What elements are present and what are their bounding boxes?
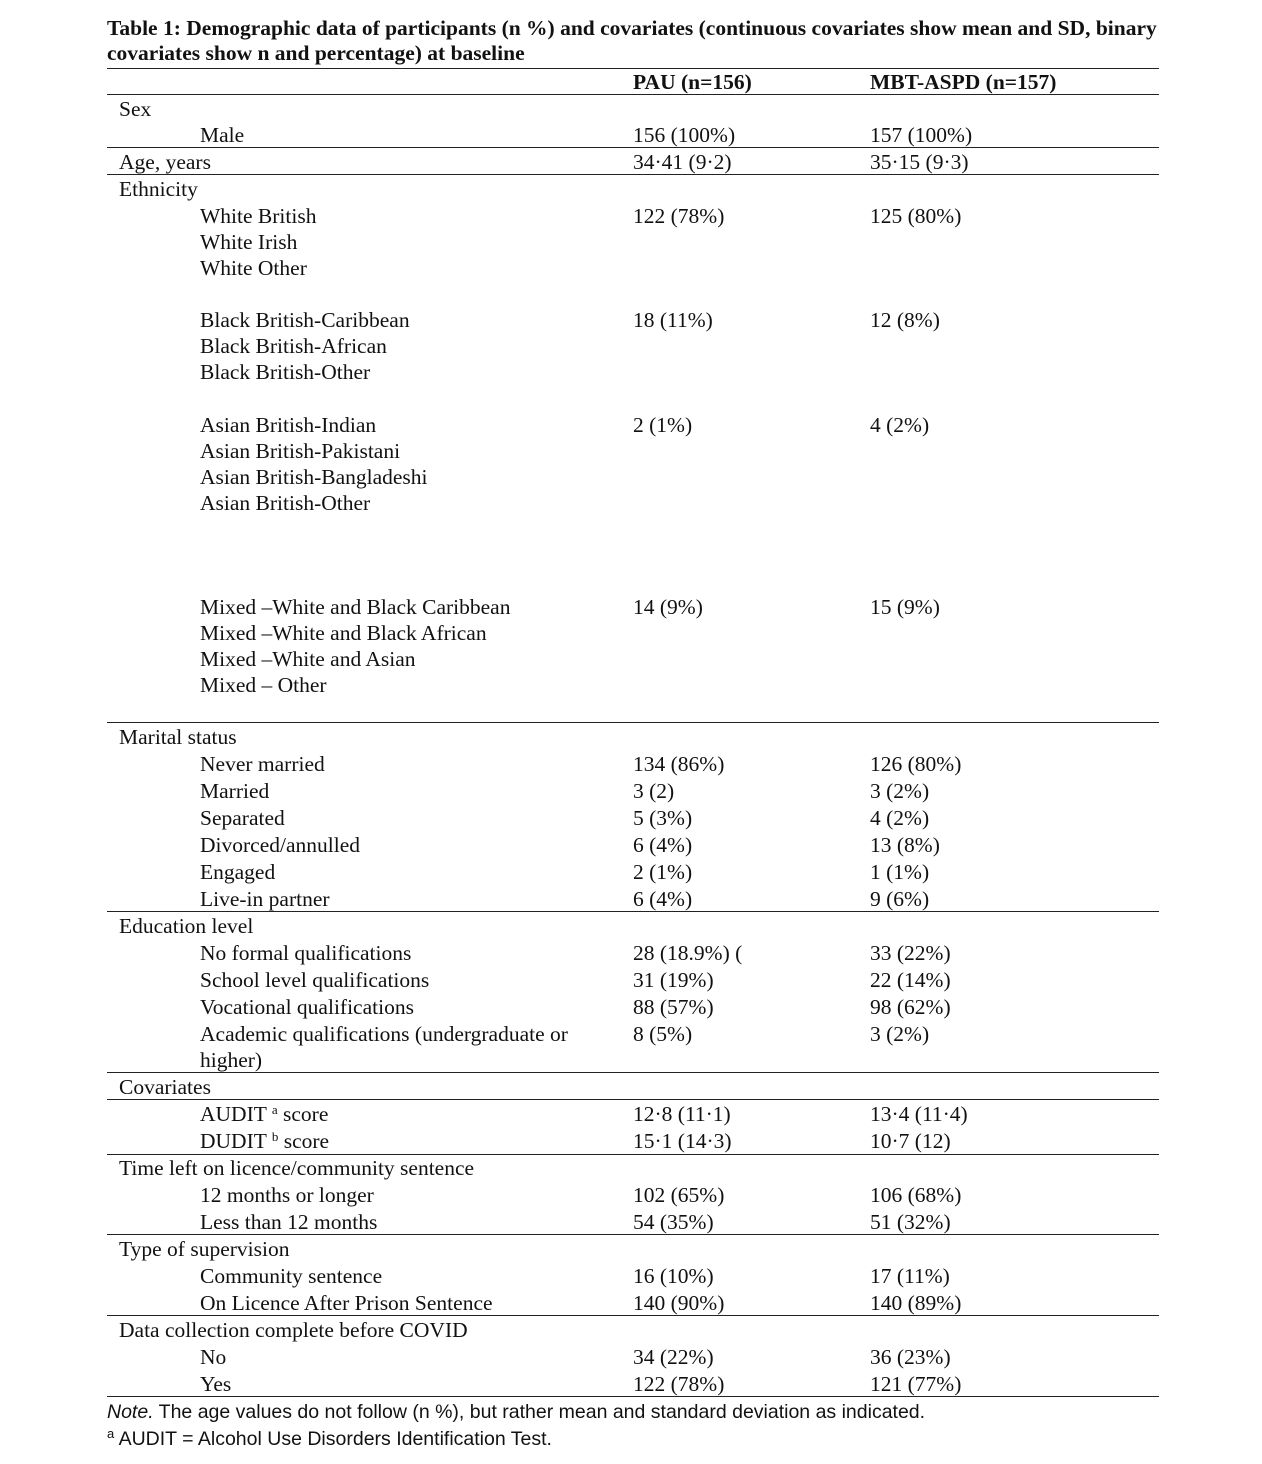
section-row	[0, 176, 1262, 203]
table-row	[0, 1101, 1262, 1128]
mbt-aspd-value: 4 (2%)	[870, 806, 930, 830]
footnote-marker: b	[271, 1129, 279, 1144]
table-row	[0, 203, 1262, 230]
table-row	[0, 940, 1262, 967]
row-label	[200, 490, 370, 517]
table-row	[0, 646, 1262, 673]
row-label	[200, 1344, 226, 1371]
row-label	[200, 805, 285, 832]
row-label	[200, 1128, 329, 1155]
table-title: Table 1: Demographic data of participants (n %) and covariates (continuous covariates show mean and SD, binary covariates show n and percentage) at baseline	[107, 16, 1157, 65]
section-label	[119, 724, 237, 751]
mbt-aspd-value: 13·4 (11·4)	[870, 1102, 968, 1126]
row-label-text: Less than 12 months	[200, 1210, 378, 1234]
footnote-marker: a	[271, 1102, 278, 1117]
row-label	[200, 1209, 377, 1236]
table-row	[0, 1371, 1262, 1398]
row-label-text: Academic qualifications (undergraduate or	[200, 1022, 568, 1046]
row-label-text: Engaged	[200, 860, 276, 884]
mbt-aspd-value: 12 (8%)	[870, 308, 940, 332]
row-label	[200, 620, 487, 647]
pau-value: 102 (65%)	[633, 1183, 725, 1207]
table-row	[0, 672, 1262, 699]
row-label	[200, 940, 411, 967]
row-label-text: No	[200, 1345, 227, 1369]
table-row	[0, 229, 1262, 256]
row-label-text: Ethnicity	[119, 177, 198, 201]
section-row	[0, 149, 1262, 176]
row-label-text: Asian British-Pakistani	[200, 439, 401, 463]
row-label-text: Marital status	[119, 725, 237, 749]
row-label-text: Community sentence	[200, 1264, 383, 1288]
row-label-text: Yes	[200, 1372, 232, 1396]
table-rule	[107, 174, 1159, 175]
note-text: The age values do not follow (n %), but rather mean and standard deviation as indicated.	[153, 1401, 926, 1423]
table-rule	[107, 94, 1159, 95]
pau-value: 28 (18.9%) (	[633, 941, 743, 965]
row-label-text: Married	[200, 779, 270, 803]
pau-value: 15·1 (14·3)	[633, 1129, 732, 1153]
row-label-text: Asian British-Other	[200, 491, 371, 515]
pau-value: 3 (2)	[633, 779, 675, 803]
pau-value: 14 (9%)	[633, 595, 703, 619]
mbt-aspd-value: 3 (2%)	[870, 1022, 930, 1046]
mbt-aspd-value: 4 (2%)	[870, 413, 930, 437]
table-rule	[107, 1072, 1159, 1073]
row-label-text: Data collection complete before COVID	[119, 1318, 468, 1342]
mbt-aspd-value: 126 (80%)	[870, 752, 962, 776]
row-label	[200, 359, 370, 386]
mbt-aspd-value: 35·15 (9·3)	[870, 150, 969, 174]
pau-value: 8 (5%)	[633, 1022, 693, 1046]
mbt-aspd-value: 36 (23%)	[870, 1345, 951, 1369]
row-label	[200, 751, 325, 778]
pau-value: 122 (78%)	[633, 204, 725, 228]
footnote-text: AUDIT = Alcohol Use Disorders Identification Test.	[114, 1428, 552, 1450]
table-row	[0, 1182, 1262, 1209]
table-row	[0, 333, 1262, 360]
row-label-text: 12 months or longer	[200, 1183, 374, 1207]
row-label	[200, 307, 410, 334]
row-label-text: Sex	[119, 97, 152, 121]
mbt-aspd-value: 98 (62%)	[870, 995, 951, 1019]
section-label	[119, 1236, 289, 1263]
table-rule	[107, 911, 1159, 912]
pau-value: 156 (100%)	[633, 123, 736, 147]
table-row	[0, 778, 1262, 805]
row-label-text: Male	[200, 123, 245, 147]
row-label	[200, 886, 330, 913]
section-row	[0, 913, 1262, 940]
row-label-text: Separated	[200, 806, 285, 830]
table-row	[0, 859, 1262, 886]
table-note	[107, 1400, 1207, 1424]
mbt-aspd-value: 157 (100%)	[870, 123, 973, 147]
row-label	[200, 967, 429, 994]
pau-value: 6 (4%)	[633, 887, 693, 911]
row-label-tail: score	[283, 1102, 329, 1126]
row-label	[200, 122, 244, 149]
row-label-text: White British	[200, 204, 317, 228]
row-label-text: higher)	[200, 1048, 263, 1072]
table-row	[0, 1128, 1262, 1155]
table-row	[0, 1344, 1262, 1371]
pau-value: 2 (1%)	[633, 413, 693, 437]
row-label	[200, 646, 416, 673]
section-row	[0, 1155, 1262, 1182]
row-label	[200, 255, 307, 282]
table-row	[0, 438, 1262, 465]
section-label	[119, 149, 211, 176]
section-label	[119, 96, 151, 123]
table-row	[0, 805, 1262, 832]
row-label-text: White Irish	[200, 230, 298, 254]
row-label-text: Education level	[119, 914, 254, 938]
table-row	[0, 1263, 1262, 1290]
row-label	[200, 438, 400, 465]
pau-value: 2 (1%)	[633, 860, 693, 884]
table-row	[0, 620, 1262, 647]
row-label	[200, 1263, 382, 1290]
row-label	[200, 1371, 231, 1398]
mbt-aspd-value: 15 (9%)	[870, 595, 940, 619]
pau-value: 34 (22%)	[633, 1345, 714, 1369]
row-label	[200, 1290, 493, 1317]
row-label	[200, 778, 269, 805]
row-label-text: DUDIT	[200, 1129, 267, 1153]
row-label-text: No formal qualifications	[200, 941, 412, 965]
mbt-aspd-value: 3 (2%)	[870, 779, 930, 803]
row-label-text: Black British-Other	[200, 360, 371, 384]
pau-value: 12·8 (11·1)	[633, 1102, 731, 1126]
column-header-mbt-aspd: MBT-ASPD (n=157)	[870, 70, 1057, 94]
section-label	[119, 176, 198, 203]
row-label-text: Covariates	[119, 1075, 211, 1099]
table-row	[0, 1209, 1262, 1236]
table-row	[0, 255, 1262, 282]
table-rule	[107, 1154, 1159, 1155]
row-label	[200, 229, 297, 256]
table-row	[0, 464, 1262, 491]
row-label	[200, 832, 360, 859]
table-row	[0, 122, 1262, 149]
table-row	[0, 307, 1262, 334]
row-label	[200, 994, 414, 1021]
table-rule	[107, 1315, 1159, 1316]
mbt-aspd-value: 9 (6%)	[870, 887, 930, 911]
row-label-text: Black British-Caribbean	[200, 308, 410, 332]
note-label: Note.	[107, 1401, 154, 1423]
section-row	[0, 1236, 1262, 1263]
section-label	[119, 1317, 468, 1344]
mbt-aspd-value: 106 (68%)	[870, 1183, 962, 1207]
table-rule	[107, 147, 1159, 148]
mbt-aspd-value: 10·7 (12)	[870, 1129, 951, 1153]
mbt-aspd-value: 22 (14%)	[870, 968, 951, 992]
row-label-text: Divorced/annulled	[200, 833, 361, 857]
row-label	[200, 672, 327, 699]
mbt-aspd-value: 1 (1%)	[870, 860, 930, 884]
mbt-aspd-value: 51 (32%)	[870, 1210, 951, 1234]
table-rule	[107, 1099, 1159, 1100]
row-label	[200, 412, 376, 439]
row-label	[200, 594, 510, 621]
row-label-text: Type of supervision	[119, 1237, 290, 1261]
column-header-pau: PAU (n=156)	[633, 70, 752, 94]
table-footnote	[107, 1427, 1207, 1451]
table-row	[0, 359, 1262, 386]
row-label-text: Black British-African	[200, 334, 387, 358]
row-label-text: Vocational qualifications	[200, 995, 414, 1019]
pau-value: 140 (90%)	[633, 1291, 725, 1315]
row-label-text: Mixed –White and Black Caribbean	[200, 595, 511, 619]
table-row	[0, 1290, 1262, 1317]
table-row	[0, 412, 1262, 439]
table-row	[0, 490, 1262, 517]
table-row	[0, 994, 1262, 1021]
row-label-text: Mixed – Other	[200, 673, 327, 697]
row-label-text: School level qualifications	[200, 968, 430, 992]
table-row	[0, 594, 1262, 621]
mbt-aspd-value: 33 (22%)	[870, 941, 951, 965]
row-label-text: Mixed –White and Black African	[200, 621, 487, 645]
section-label	[119, 913, 253, 940]
table-rule	[107, 1396, 1159, 1397]
section-label	[119, 1074, 211, 1101]
section-row	[0, 96, 1262, 123]
pau-value: 54 (35%)	[633, 1210, 714, 1234]
table-row	[0, 832, 1262, 859]
row-label	[200, 1182, 374, 1209]
pau-value: 88 (57%)	[633, 995, 714, 1019]
row-label-text: Time left on licence/community sentence	[119, 1156, 475, 1180]
mbt-aspd-value: 121 (77%)	[870, 1372, 962, 1396]
row-label	[200, 203, 316, 230]
row-label	[200, 1021, 568, 1048]
row-label	[200, 464, 428, 491]
section-row	[0, 1074, 1262, 1101]
row-label	[200, 333, 387, 360]
table-row	[0, 1047, 1262, 1074]
section-row	[0, 724, 1262, 751]
row-label-tail: score	[283, 1129, 330, 1153]
table-row	[0, 751, 1262, 778]
row-label-text: Asian British-Bangladeshi	[200, 465, 428, 489]
footnote-marker: a	[107, 1426, 115, 1441]
pau-value: 34·41 (9·2)	[633, 150, 732, 174]
row-label-text: Live-in partner	[200, 887, 330, 911]
mbt-aspd-value: 13 (8%)	[870, 833, 940, 857]
section-label	[119, 1155, 474, 1182]
mbt-aspd-value: 17 (11%)	[870, 1264, 950, 1288]
mbt-aspd-value: 140 (89%)	[870, 1291, 962, 1315]
section-row	[0, 1317, 1262, 1344]
row-label	[200, 1047, 262, 1074]
row-label-text: Asian British-Indian	[200, 413, 377, 437]
row-label-text: Never married	[200, 752, 325, 776]
pau-value: 5 (3%)	[633, 806, 693, 830]
pau-value: 134 (86%)	[633, 752, 725, 776]
row-label	[200, 1101, 328, 1128]
pau-value: 6 (4%)	[633, 833, 693, 857]
row-label-text: Age, years	[119, 150, 211, 174]
row-label-text: On Licence After Prison Sentence	[200, 1291, 493, 1315]
table-row	[0, 886, 1262, 913]
row-label	[200, 859, 275, 886]
row-label-text: White Other	[200, 256, 307, 280]
table-row	[0, 1021, 1262, 1048]
row-label-text: Mixed –White and Asian	[200, 647, 416, 671]
pau-value: 18 (11%)	[633, 308, 713, 332]
mbt-aspd-value: 125 (80%)	[870, 204, 962, 228]
pau-value: 122 (78%)	[633, 1372, 725, 1396]
pau-value: 31 (19%)	[633, 968, 714, 992]
pau-value: 16 (10%)	[633, 1264, 714, 1288]
row-label-text: AUDIT	[200, 1102, 267, 1126]
table-rule	[107, 1234, 1159, 1235]
table-rule	[107, 722, 1159, 723]
table-row	[0, 967, 1262, 994]
